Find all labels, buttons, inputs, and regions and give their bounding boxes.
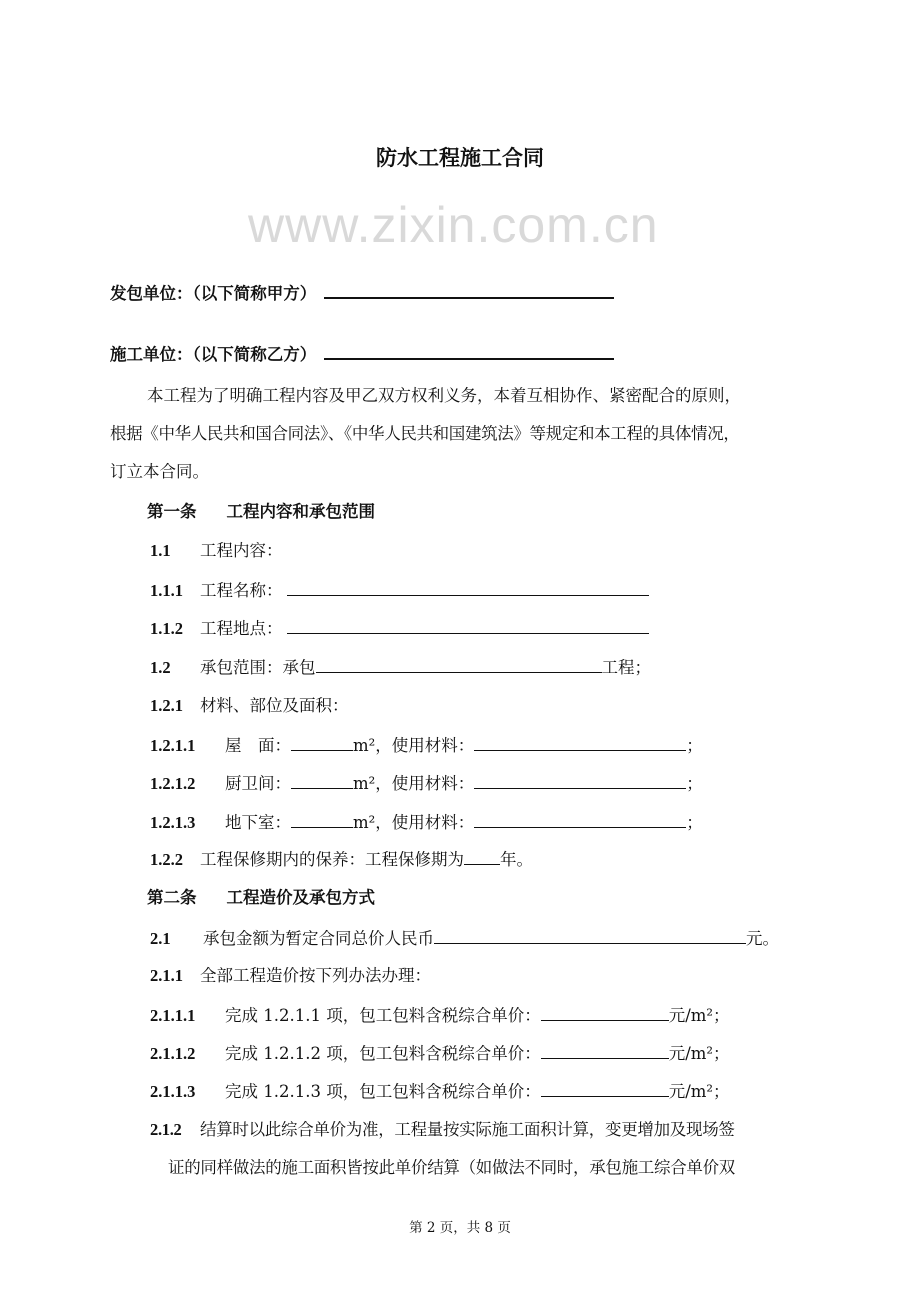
price-unit: 元/m²； [668, 1082, 730, 1101]
clause-1-1 [150, 540, 283, 562]
clause-tail: 元。 [746, 929, 779, 948]
unit-price-field[interactable] [541, 1004, 669, 1021]
area-label: 屋 面： [225, 736, 291, 755]
price-text: 完成 1.2.1.2 项，包工包料含税综合单价： [225, 1044, 541, 1063]
party-b-field[interactable] [324, 342, 614, 360]
clause-num: 1.1.1 [150, 581, 183, 600]
clause-2-1-2 [150, 1119, 735, 1141]
clause-1-1-2 [150, 617, 649, 640]
clause-1-2 [150, 656, 651, 679]
article-2-heading [147, 887, 375, 909]
price-row [150, 1004, 730, 1027]
area-row [150, 772, 703, 795]
clause-1-2-1 [150, 695, 349, 717]
clause-num: 1.2.1.3 [150, 813, 196, 832]
clause-num: 1.2.2 [150, 850, 183, 869]
intro-line: 本工程为了明确工程内容及甲乙双方权利义务，本着互相协作、紧密配合的原则， [147, 386, 741, 405]
clause-num: 2.1.1.1 [150, 1006, 196, 1025]
clause-tail: 工程； [601, 658, 651, 677]
clause-text: 承包金额为暂定合同总价人民币 [203, 929, 434, 948]
page-footer: 第 2 页，共 8 页 [409, 1220, 511, 1236]
clause-text: 结算时以此综合单价为准，工程量按实际施工面积计算，变更增加及现场签 [200, 1120, 735, 1139]
area-field[interactable] [291, 772, 353, 789]
area-field[interactable] [291, 811, 353, 828]
clause-num: 2.1.1.2 [150, 1044, 196, 1063]
unit-price-field[interactable] [541, 1080, 669, 1097]
clause-1-1-1 [150, 579, 649, 602]
clause-num: 1.2.1.1 [150, 736, 196, 755]
clause-num: 1.1 [150, 541, 171, 560]
article-num: 第一条 [147, 502, 197, 521]
party-a-field[interactable] [324, 281, 614, 299]
intro-line: 根据《中华人民共和国合同法》、《中华人民共和国建筑法》等规定和本工程的具体情况， [110, 424, 740, 443]
clause-text: 工程地点： [200, 619, 283, 638]
clause-num: 2.1.1 [150, 966, 183, 985]
area-label: 地下室： [225, 813, 291, 832]
end-mark: ； [686, 813, 703, 832]
area-field[interactable] [291, 734, 353, 751]
area-label: 厨卫间： [225, 774, 291, 793]
project-location-field[interactable] [287, 617, 649, 634]
clause-num: 2.1.2 [150, 1120, 182, 1139]
contract-amount-field[interactable] [434, 927, 746, 944]
article-num: 第二条 [147, 888, 197, 907]
unit-price-field[interactable] [541, 1042, 669, 1059]
scope-field[interactable] [316, 656, 602, 673]
clause-text: 工程名称： [200, 581, 283, 600]
party-b-label: 施工单位：（以下简称乙方） [110, 345, 317, 364]
clause-num: 1.2.1 [150, 696, 183, 715]
area-unit: m²，使用材料： [353, 813, 475, 832]
article-1-heading [147, 501, 375, 523]
material-field[interactable] [474, 772, 686, 789]
party-b-line [110, 342, 614, 366]
area-unit: m²，使用材料： [353, 774, 475, 793]
clause-num: 1.2 [150, 658, 171, 677]
price-unit: 元/m²； [668, 1006, 730, 1025]
clause-1-2-2 [150, 848, 533, 871]
clause-text: 材料、部位及面积： [200, 696, 349, 715]
end-mark: ； [686, 736, 703, 755]
price-row [150, 1042, 730, 1065]
clause-num: 2.1.1.3 [150, 1082, 196, 1101]
material-field[interactable] [474, 734, 686, 751]
article-title: 工程内容和承包范围 [226, 502, 375, 521]
clause-2-1-2-continued: 证的同样做法的施工面积皆按此单价结算（如做法不同时，承包施工综合单价双 [168, 1158, 736, 1177]
intro-line: 订立本合同。 [110, 462, 209, 481]
clause-tail: 年。 [500, 850, 533, 869]
area-unit: m²，使用材料： [353, 736, 475, 755]
price-text: 完成 1.2.1.1 项，包工包料含税综合单价： [225, 1006, 541, 1025]
price-text: 完成 1.2.1.3 项，包工包料含税综合单价： [225, 1082, 541, 1101]
document-title: 防水工程施工合同 [376, 146, 544, 170]
price-row [150, 1080, 730, 1103]
clause-2-1 [150, 927, 779, 950]
project-name-field[interactable] [287, 579, 649, 596]
area-row [150, 734, 703, 757]
warranty-years-field[interactable] [464, 848, 500, 865]
party-a-label: 发包单位：（以下简称甲方） [110, 284, 317, 303]
clause-text: 承包范围：承包 [200, 658, 316, 677]
end-mark: ； [686, 774, 703, 793]
article-title: 工程造价及承包方式 [226, 888, 375, 907]
area-row [150, 811, 703, 834]
clause-num: 2.1 [150, 929, 171, 948]
clause-num: 1.2.1.2 [150, 774, 196, 793]
clause-text: 工程内容： [200, 541, 283, 560]
material-field[interactable] [474, 811, 686, 828]
clause-num: 1.1.2 [150, 619, 183, 638]
clause-text: 工程保修期内的保养：工程保修期为 [200, 850, 464, 869]
price-unit: 元/m²； [668, 1044, 730, 1063]
clause-text: 全部工程造价按下列办法办理： [200, 966, 431, 985]
watermark: www.zixin.com.cn [248, 197, 659, 253]
party-a-line [110, 281, 614, 305]
clause-2-1-1 [150, 965, 431, 987]
